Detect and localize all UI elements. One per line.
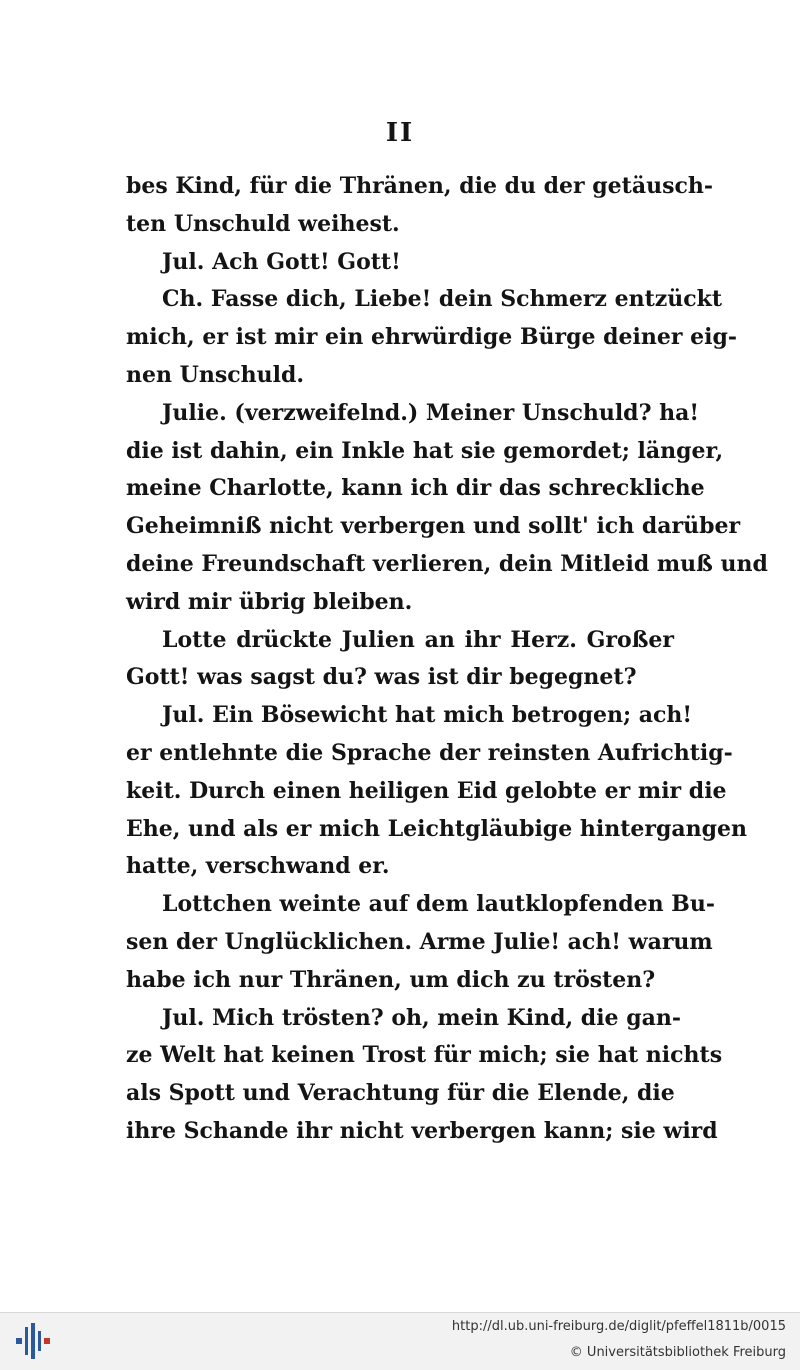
text-line: Julie. (verzweifelnd.) Meiner Unschuld? ha! xyxy=(162,399,700,426)
text-line: ze Welt hat keinen Trost für mich; sie hat nichts xyxy=(126,1042,723,1069)
text-line: nen Unschuld. xyxy=(126,361,304,388)
copyright-notice: © Universitätsbibliothek Freiburg xyxy=(569,1345,786,1360)
page-text xyxy=(126,168,768,1151)
text-line: ihre Schande ihr nicht verbergen kann; sie wird xyxy=(126,1117,718,1144)
text-line: Jul. Mich trösten? oh, mein Kind, die gan- xyxy=(162,1004,681,1031)
text-line: Ehe, und als er mich Leichtgläubige hintergangen xyxy=(126,815,747,842)
text-line: meine Charlotte, kann ich dir das schreckliche xyxy=(126,475,705,502)
page-number: II xyxy=(385,118,415,148)
text-line: Gott! was sagst du? was ist dir begegnet? xyxy=(126,664,637,691)
text-line: sen der Unglücklichen. Arme Julie! ach! warum xyxy=(126,928,713,955)
text-line: hatte, verschwand er. xyxy=(126,853,390,880)
text-line: habe ich nur Thränen, um dich zu trösten? xyxy=(126,966,656,993)
text-line: Jul. Ein Bösewicht hat mich betrogen; ach! xyxy=(162,702,693,729)
page-url-link[interactable]: http://dl.ub.uni-freiburg.de/diglit/pfeffel1811b/0015 xyxy=(451,1319,786,1334)
text-line: er entlehnte die Sprache der reinsten Aufrichtig- xyxy=(126,739,733,766)
text-line: deine Freundschaft verlieren, dein Mitleid muß und xyxy=(126,550,768,577)
text-line: als Spott und Verachtung für die Elende, die xyxy=(126,1080,675,1107)
text-line: keit. Durch einen heiligen Eid gelobte er mir die xyxy=(126,777,727,804)
text-line: wird mir übrig bleiben. xyxy=(126,588,413,615)
text-line: mich, er ist mir ein ehrwürdige Bürge deiner eig- xyxy=(126,324,738,351)
text-line: Lotte drückte Julien an ihr Herz. Großer xyxy=(162,626,674,653)
text-line: Lottchen weinte auf dem lautklopfenden Bu- xyxy=(162,891,715,918)
text-line: ten Unschuld weihest. xyxy=(126,210,400,237)
ub-freiburg-logo-icon[interactable] xyxy=(14,1321,54,1361)
text-line: bes Kind, für die Thränen, die du der getäusch- xyxy=(126,173,713,199)
text-line: Jul. Ach Gott! Gott! xyxy=(162,248,401,275)
text-line: die ist dahin, ein Inkle hat sie gemordet; länger, xyxy=(126,437,724,464)
text-line: Ch. Fasse dich, Liebe! dein Schmerz entzückt xyxy=(162,286,723,313)
viewer-footer xyxy=(0,1312,800,1370)
text-line: Geheimniß nicht verbergen und sollt' ich darüber xyxy=(126,513,741,540)
